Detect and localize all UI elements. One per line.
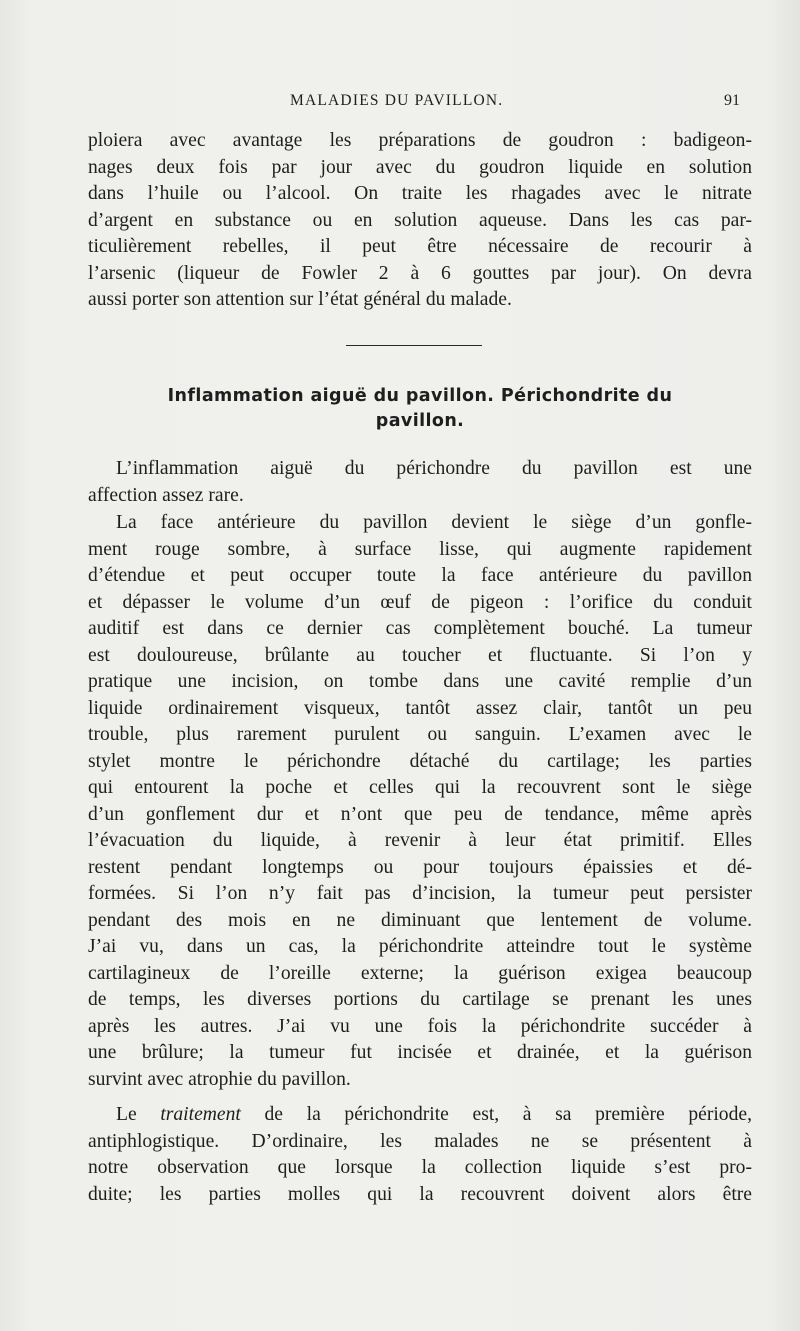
text-line: nages deux fois par jour avec du goudron liquide en solution xyxy=(88,156,752,178)
paragraph-1 xyxy=(88,456,752,509)
running-title: MALADIES DU PAVILLON. xyxy=(290,92,504,109)
text-line: formées. Si l’on n’y fait pas d’incision, la tumeur peut persister xyxy=(88,883,752,904)
text-line: d’un gonflement dur et n’ont que peu de tendance, même après xyxy=(88,803,752,825)
text-line: duite; les parties molles qui la recouvrent doivent alors être xyxy=(88,1183,752,1205)
text-line: et dépasser le volume d’un œuf de pigeon : l’orifice du conduit xyxy=(88,591,752,613)
text-line: après les autres. J’ai vu une fois la périchondrite succéder à xyxy=(88,1015,752,1037)
section-heading xyxy=(88,384,752,434)
intro-paragraph xyxy=(88,128,752,314)
text-line: de temps, les diverses portions du cartilage se prenant les unes xyxy=(88,989,752,1010)
text-line: auditif est dans ce dernier cas complètement bouché. La tumeur xyxy=(88,618,752,639)
text-line: liquide ordinairement visqueux, tantôt assez clair, tantôt un peu xyxy=(88,697,752,719)
text-suffix: de la périchondrite est, à sa première période, xyxy=(240,1104,752,1125)
text-line: qui entourent la poche et celles qui la recouvrent sont le siège xyxy=(88,777,752,798)
heading-line: pavillon. xyxy=(375,411,465,431)
text-prefix: Le xyxy=(116,1104,161,1125)
heading-line: Inflammation aiguë du pavillon. Périchondrite du xyxy=(167,386,673,406)
text-line-first xyxy=(88,1102,752,1129)
text-line: aussi porter son attention sur l’état général du malade. xyxy=(88,289,512,310)
emphasis-traitement: traitement xyxy=(160,1104,241,1125)
text-line: l’arsenic (liqueur de Fowler 2 à 6 gouttes par jour). On devra xyxy=(88,262,752,284)
text-line: affection assez rare. xyxy=(88,484,244,506)
text-line: ploiera avec avantage les préparations de goudron : badigeon- xyxy=(88,130,752,151)
text-line: survint avec atrophie du pavillon. xyxy=(88,1068,351,1090)
text-line: notre observation que lorsque la collection liquide s’est pro- xyxy=(88,1157,752,1178)
paragraph-2 xyxy=(88,510,752,1093)
text-line: dans l’huile ou l’alcool. On traite les rhagades avec le nitrate xyxy=(88,183,752,204)
text-line: d’argent en substance ou en solution aqueuse. Dans les cas par- xyxy=(88,209,752,231)
page-number: 91 xyxy=(724,92,740,109)
text-line: L’inflammation aiguë du périchondre du pavillon est une xyxy=(116,458,752,479)
text-line: l’évacuation du liquide, à revenir à leur état primitif. Elles xyxy=(88,830,752,851)
text-line: La face antérieure du pavillon devient le siège d’un gonfle- xyxy=(116,512,752,533)
text-line: ment rouge sombre, à surface lisse, qui augmente rapidement xyxy=(88,538,752,560)
text-line: pratique une incision, on tombe dans une cavité remplie d’un xyxy=(88,671,752,692)
running-head xyxy=(0,92,800,114)
text-line: ticulièrement rebelles, il peut être nécessaire de recourir à xyxy=(88,236,752,257)
text-line: cartilagineux de l’oreille externe; la guérison exigea beaucoup xyxy=(88,962,752,984)
text-line: une brûlure; la tumeur fut incisée et drainée, et la guérison xyxy=(88,1042,752,1063)
text-line: J’ai vu, dans un cas, la périchondrite atteindre tout le système xyxy=(88,936,752,957)
section-divider xyxy=(346,345,482,346)
text-line: antiphlogistique. D’ordinaire, les malades ne se présentent à xyxy=(88,1130,752,1152)
paragraph-3 xyxy=(88,1102,752,1208)
text-line: stylet montre le périchondre détaché du cartilage; les parties xyxy=(88,750,752,772)
text-line: restent pendant longtemps ou pour toujours épaissies et dé- xyxy=(88,856,752,878)
text-line: pendant des mois en ne diminuant que lentement de volume. xyxy=(88,909,752,931)
text-line: trouble, plus rarement purulent ou sanguin. L’examen avec le xyxy=(88,724,752,745)
text-line: d’étendue et peut occuper toute la face antérieure du pavillon xyxy=(88,565,752,586)
text-line: est douloureuse, brûlante au toucher et fluctuante. Si l’on y xyxy=(88,644,752,666)
